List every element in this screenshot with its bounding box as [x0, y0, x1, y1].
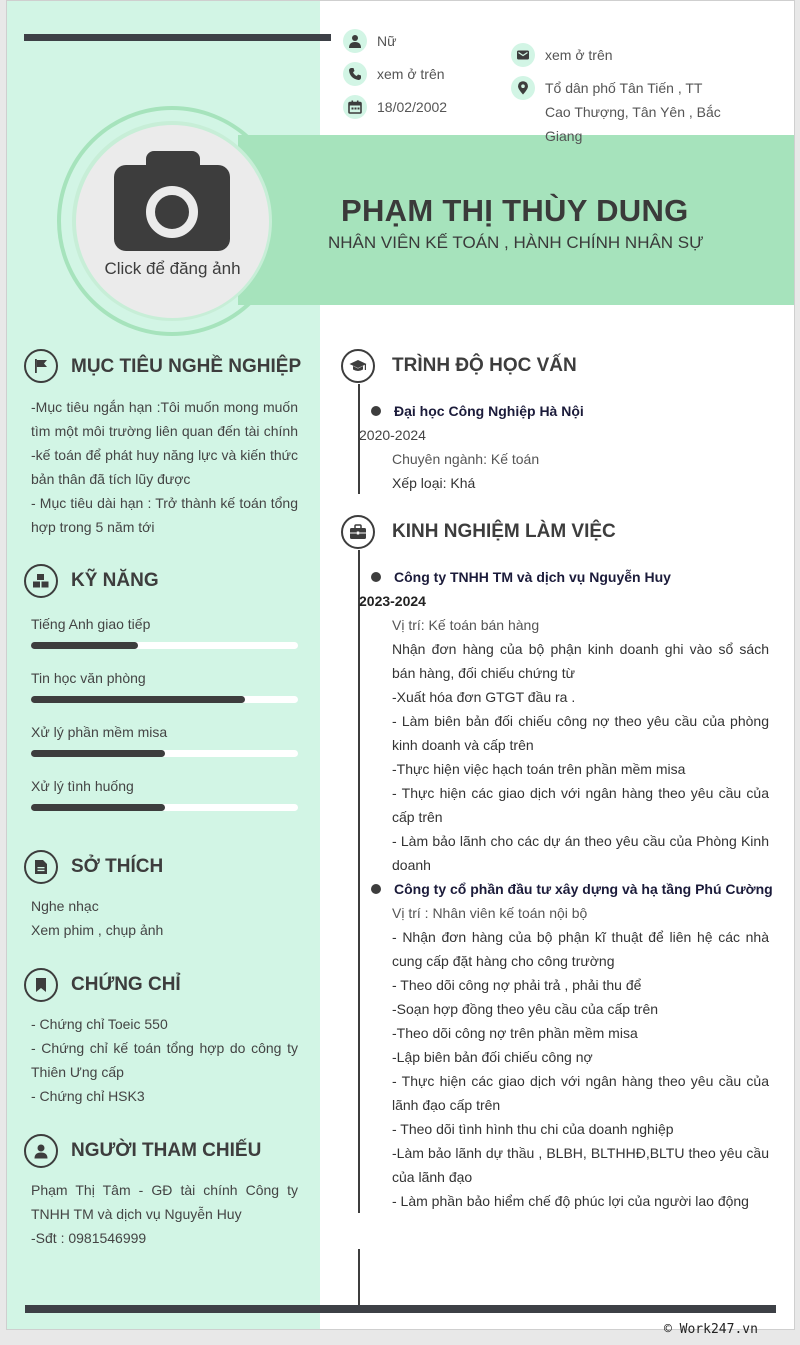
candidate-job-title: NHÂN VIÊN KẾ TOÁN , HÀNH CHÍNH NHÂN SỰ: [328, 233, 704, 252]
job-duty: - Nhận đơn hàng của bộ phận kĩ thuật để liên hệ các nhà cung cấp đặt hàng cho công trường: [392, 929, 769, 969]
education-major: Chuyên ngành: Kế toán: [392, 451, 540, 467]
certificate-item: - Chứng chỉ HSK3: [31, 1088, 145, 1104]
top-divider: [24, 34, 331, 41]
job-duty: - Thực hiện các giao dịch với ngân hàng theo yêu cầu của cấp trên: [392, 785, 769, 825]
avatar-upload[interactable]: [76, 125, 269, 318]
job-duty: - Làm biên bản đối chiếu công nợ theo yêu cầu của phòng kinh doanh và cấp trên: [392, 713, 769, 753]
objective-title: MỤC TIÊU NGHỀ NGHIỆP: [71, 356, 302, 377]
phone-text: xem ở trên: [377, 66, 445, 82]
skills-title: KỸ NĂNG: [71, 570, 159, 591]
objective-line: -Mục tiêu ngắn hạn :Tôi muốn mong muốn tìm một môi trường liên quan đến tài chính -kế toán để phát huy năng lực và kiến thức bản thân đã tích lũy được: [31, 399, 298, 487]
references-title: NGƯỜI THAM CHIẾU: [71, 1140, 262, 1161]
job-details: [392, 613, 769, 877]
education-years: 2020-2024: [359, 427, 426, 443]
email-icon: [511, 43, 535, 67]
timeline-tail: [358, 1249, 360, 1307]
skill-label: Tin học văn phòng: [31, 670, 146, 686]
job-duty: -Lập biên bản đối chiếu công nợ: [392, 1049, 593, 1065]
email-text: xem ở trên: [545, 47, 613, 63]
reference-item: Phạm Thị Tâm - GĐ tài chính Công ty TNHH TM và dịch vụ Nguyễn Huy: [31, 1182, 298, 1222]
contact-dob: [343, 95, 447, 119]
cv-page: [6, 0, 795, 1330]
reference-item: -Sđt : 0981546999: [31, 1230, 147, 1246]
job-company: Công ty cổ phần đầu tư xây dựng và hạ tầng Phú Cường: [394, 881, 773, 897]
user-icon: [343, 29, 367, 53]
camera-lens-icon: [146, 186, 198, 238]
objective-line: - Mục tiêu dài hạn : Trở thành kế toán tổng hợp trong 5 năm tới: [31, 495, 298, 535]
job-duty: - Làm bảo lãnh cho các dự án theo yêu cầu của Phòng Kinh doanh: [392, 833, 769, 873]
education-details: [392, 447, 769, 495]
certificates-text: [31, 1012, 298, 1108]
job-duty: - Thực hiện các giao dịch với ngân hàng theo yêu cầu của lãnh đạo cấp trên: [392, 1073, 769, 1113]
education-school: Đại học Công Nghiệp Hà Nội: [394, 403, 584, 419]
timeline-dot: [371, 406, 381, 416]
skill-bar-fill: [31, 804, 165, 811]
skill-bar-track: [31, 804, 298, 811]
hobby-item: Xem phim , chụp ảnh: [31, 922, 164, 938]
cubes-icon: [24, 564, 58, 598]
job-duty: -Xuất hóa đơn GTGT đầu ra .: [392, 689, 576, 705]
skill-bar-track: [31, 696, 298, 703]
watermark: © Work247.vn: [664, 1322, 758, 1337]
contact-address: [511, 76, 721, 148]
address-text: Tổ dân phố Tân Tiến , TT Cao Thượng, Tân Yên , Bắc Giang: [545, 80, 721, 144]
timeline-dot: [371, 884, 381, 894]
contact-phone: [343, 62, 445, 86]
job-duty: Nhận đơn hàng của bộ phận kinh doanh ghi vào sổ sách bán hàng, đối chiếu chứng từ: [392, 641, 769, 681]
flag-icon: [24, 349, 58, 383]
skill-bar-fill: [31, 696, 245, 703]
calendar-icon: [343, 95, 367, 119]
avatar-upload-label: Click để đăng ảnh: [104, 259, 241, 278]
skill-bar-track: [31, 750, 298, 757]
person-icon: [24, 1134, 58, 1168]
skill-bar-track: [31, 642, 298, 649]
skill-label: Tiếng Anh giao tiếp: [31, 616, 151, 632]
skill-bar-fill: [31, 750, 165, 757]
job-duty: -Thực hiện việc hạch toán trên phần mềm misa: [392, 761, 686, 777]
experience-title: KINH NGHIỆM LÀM VIỆC: [392, 521, 616, 542]
certificate-item: - Chứng chỉ Toeic 550: [31, 1016, 168, 1032]
references-text: [31, 1178, 298, 1250]
certificates-title: CHỨNG CHỈ: [71, 974, 181, 995]
timeline-dot: [371, 572, 381, 582]
job-duty: -Làm bảo lãnh dự thầu , BLBH, BLTHHĐ,BLTU theo yêu cầu của lãnh đạo: [392, 1145, 769, 1185]
job-details: [392, 901, 769, 1213]
job-duty: -Soạn hợp đồng theo yêu cầu của cấp trên: [392, 1001, 659, 1017]
skill-label: Xử lý phần mềm misa: [31, 724, 168, 740]
gender-text: Nữ: [377, 33, 397, 49]
job-years: 2023-2024: [359, 593, 426, 609]
hobbies-title: SỞ THÍCH: [71, 856, 164, 877]
job-duty: - Theo dõi tình hình thu chi của doanh nghiệp: [392, 1121, 674, 1137]
job-duty: - Theo dõi công nợ phải trả , phải thu để: [392, 977, 642, 993]
bookmark-icon: [24, 968, 58, 1002]
job-position: Vị trí: Kế toán bán hàng: [392, 617, 540, 633]
contact-email: [511, 43, 613, 67]
job-duty: -Theo dõi công nợ trên phần mềm misa: [392, 1025, 638, 1041]
objective-text: [31, 395, 298, 539]
map-pin-icon: [511, 76, 535, 100]
dob-text: 18/02/2002: [377, 99, 448, 115]
skill-label: Xử lý tình huống: [31, 778, 134, 794]
briefcase-icon: [341, 515, 375, 549]
contact-gender: [343, 29, 396, 53]
hobbies-text: [31, 894, 298, 942]
graduation-cap-icon: [341, 349, 375, 383]
hobby-item: Nghe nhạc: [31, 898, 99, 914]
certificate-item: - Chứng chỉ kế toán tổng hợp do công ty Thiên Ưng cấp: [31, 1040, 298, 1080]
job-duty: - Làm phần bảo hiểm chế độ phúc lợi của người lao động: [392, 1193, 749, 1209]
education-title: TRÌNH ĐỘ HỌC VẤN: [392, 355, 577, 376]
skill-bar-fill: [31, 642, 138, 649]
candidate-name: PHẠM THỊ THÙY DUNG: [341, 193, 689, 228]
job-position: Vị trí : Nhân viên kế toán nội bộ: [392, 905, 588, 921]
phone-icon: [343, 62, 367, 86]
document-icon: [24, 850, 58, 884]
experience-timeline: [358, 550, 360, 1213]
job-company: Công ty TNHH TM và dịch vụ Nguyễn Huy: [394, 569, 671, 585]
education-grade: Xếp loại: Khá: [392, 475, 476, 491]
bottom-divider: [25, 1305, 776, 1313]
